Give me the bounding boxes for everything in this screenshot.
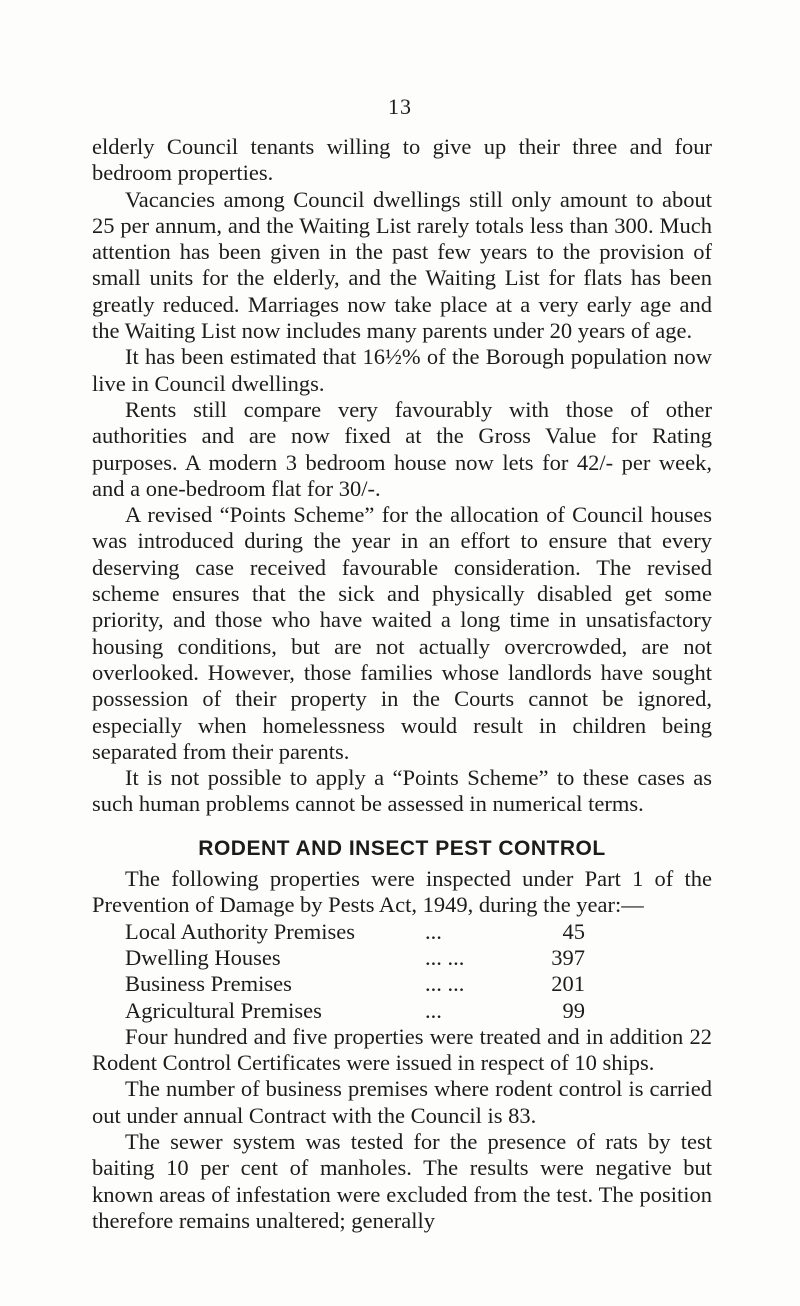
row-value: 45 (562, 918, 585, 944)
paragraph: It is not possible to apply a “Points Scheme” to these cases as such human problems cannot be assessed in numerical terms. (92, 765, 712, 817)
section-heading: RODENT AND INSECT PEST CONTROL (198, 836, 606, 860)
row-value: 201 (551, 971, 585, 997)
inspection-table (125, 919, 585, 1024)
paragraph: A revised “Points Scheme” for the allocation of Council houses was introduced during the year in an effort to ensure that every deserving case received favourable consideration. The revised scheme ensures that the sick and physically disabled get some priority, and those who have waited a long time in unsatisfactory housing conditions, but are not actually overcrowded, are not overlooked. However, those families whose landlords have sought possession of their property in the Courts cannot be ignored, especially when homelessness would result in children being separated from their parents. (92, 502, 712, 764)
table-row (125, 945, 585, 971)
paragraph: Rents still compare very favourably with those of other authorities and are now fixed at the Gross Value for Rating purposes. A modern 3 bedroom house now lets for 42/- per week, and a one-bedroom flat for 30/-. (92, 396, 712, 501)
table-row (125, 971, 585, 997)
row-leader: ... ... (425, 944, 465, 970)
intro-paragraph: The following properties were inspected under Part 1 of the Prevention of Damage by Pests Act, 1949, during the year:— (92, 866, 712, 918)
row-label: Dwelling Houses (125, 944, 281, 970)
table-row (125, 998, 585, 1024)
row-leader: ... (425, 918, 442, 944)
page-body (92, 134, 712, 1234)
row-value: 397 (551, 944, 585, 970)
paragraph: Four hundred and five properties were treated and in addition 22 Rodent Control Certificates were issued in respect of 10 ships. (92, 1023, 712, 1076)
paragraph: The number of business premises where rodent control is carried out under annual Contract with the Council is 83. (92, 1076, 712, 1128)
row-label: Local Authority Premises (125, 918, 355, 944)
paragraph: elderly Council tenants willing to give up their three and four bedroom properties. (92, 134, 712, 186)
page-number: 13 (388, 94, 412, 119)
paragraph: Vacancies among Council dwellings still only amount to about 25 per annum, and the Waiting List rarely totals less than 300. Much attention has been given in the past few years to the provision of small units for the elderly, and the Waiting List for flats has been greatly reduced. Marriages now take place at a very early age and the Waiting List now includes many parents under 20 years of age. (92, 186, 712, 344)
row-leader: ... (425, 997, 442, 1023)
table-row (125, 919, 585, 945)
row-label: Business Premises (125, 971, 292, 997)
row-label: Agricultural Premises (125, 997, 322, 1023)
row-value: 99 (562, 997, 585, 1023)
paragraph: It has been estimated that 16½% of the Borough population now live in Council dwellings. (92, 344, 712, 396)
row-leader: ... ... (425, 971, 465, 997)
paragraph: The sewer system was tested for the presence of rats by test baiting 10 per cent of manholes. The results were negative but known areas of infestation were excluded from the test. The position therefore remains unaltered; generally (92, 1128, 712, 1233)
